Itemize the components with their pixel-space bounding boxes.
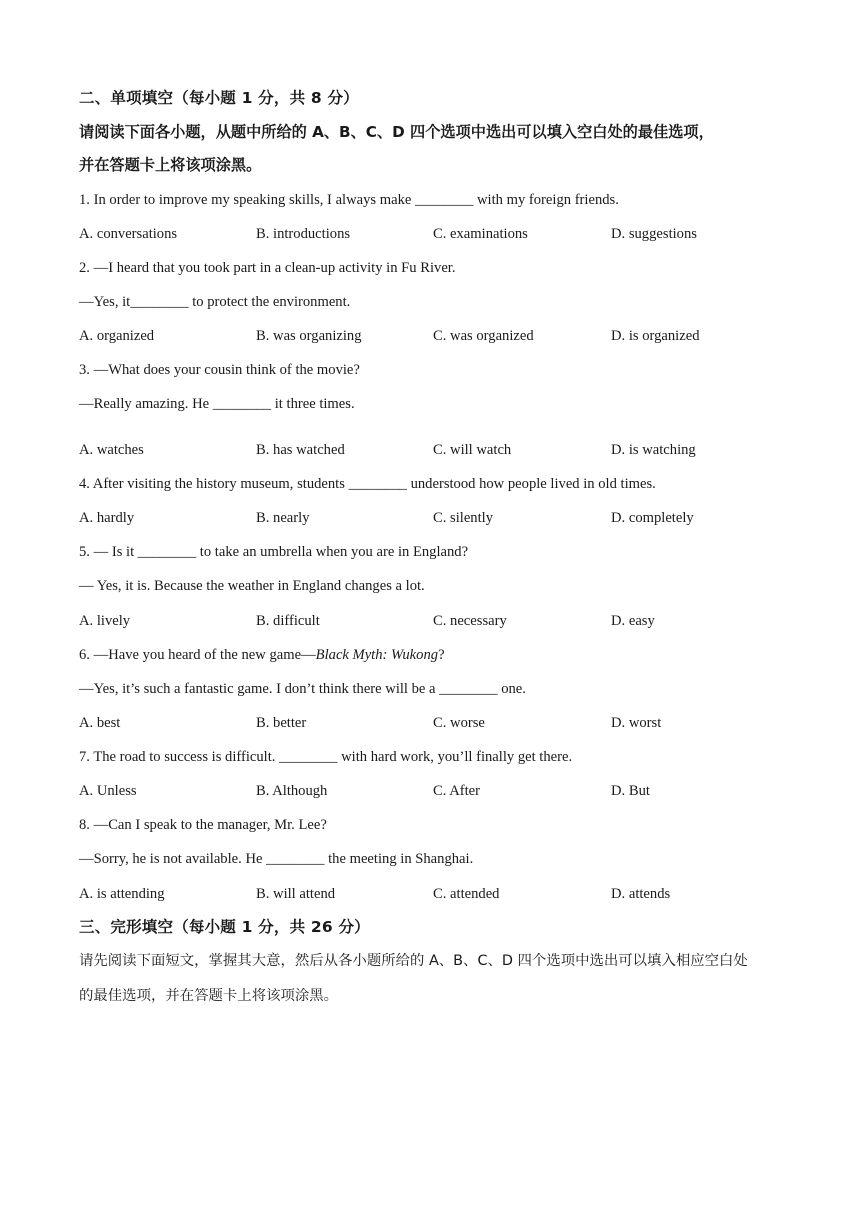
- question-1-option-d: D. suggestions: [611, 226, 697, 242]
- question-3-option-b: B. has watched: [256, 442, 345, 458]
- question-1-option-c: C. examinations: [433, 226, 528, 242]
- question-6-line1-suffix: ?: [438, 647, 445, 663]
- question-2-line1: 2. —I heard that you took part in a clean-up activity in Fu River.: [79, 260, 456, 276]
- section2-instruction-line2: 并在答题卡上将该项涂黑。: [79, 156, 262, 174]
- section3-instruction-line2: 的最佳选项，并在答题卡上将该项涂黑。: [79, 988, 339, 1004]
- question-2-option-d: D. is organized: [611, 328, 700, 344]
- question-8-option-a: A. is attending: [79, 886, 165, 902]
- question-5-option-a: A. lively: [79, 613, 131, 629]
- question-8-line2: —Sorry, he is not available. He ________ the meeting in Shanghai.: [79, 851, 474, 867]
- question-3-option-a: A. watches: [79, 442, 144, 458]
- question-6-option-b: B. better: [256, 715, 307, 731]
- question-3-option-d: D. is watching: [611, 442, 696, 458]
- question-3-line1: 3. —What does your cousin think of the movie?: [79, 362, 360, 378]
- question-5-option-d: D. easy: [611, 613, 655, 629]
- question-6-line1: [79, 645, 445, 665]
- question-4-option-a: A. hardly: [79, 510, 135, 526]
- question-6-option-c: C. worse: [433, 715, 485, 731]
- question-2-line2: —Yes, it________ to protect the environment.: [79, 294, 351, 310]
- question-6-line1-prefix: 6. —Have you heard of the new game—: [79, 647, 316, 663]
- question-8-line1: 8. —Can I speak to the manager, Mr. Lee?: [79, 817, 327, 833]
- question-6-line2: —Yes, it’s such a fantastic game. I don’t think there will be a ________ one.: [79, 681, 526, 697]
- question-4-stem: 4. After visiting the history museum, students ________ understood how people lived in old times.: [79, 476, 656, 492]
- question-8-option-b: B. will attend: [256, 886, 336, 902]
- question-4-option-c: C. silently: [433, 510, 493, 526]
- question-8-option-d: D. attends: [611, 886, 671, 902]
- question-3-line2: —Really amazing. He ________ it three times.: [79, 396, 355, 412]
- question-2-option-c: C. was organized: [433, 328, 534, 344]
- section2-instruction-line1: 请阅读下面各小题，从题中所给的 A、B、C、D 四个选项中选出可以填入空白处的最佳选项，: [79, 123, 714, 141]
- section3-heading: 三、完形填空（每小题 1 分，共 26 分）: [79, 918, 370, 936]
- question-7-option-c: C. After: [433, 783, 481, 799]
- question-7-option-a: A. Unless: [79, 783, 137, 799]
- question-5-line1: 5. — Is it ________ to take an umbrella when you are in England?: [79, 544, 469, 560]
- game-title: Black Myth: Wukong: [315, 647, 439, 663]
- question-7-stem: 7. The road to success is difficult. ________ with hard work, you’ll finally get there.: [79, 749, 573, 765]
- question-2-option-a: A. organized: [79, 328, 155, 344]
- section2-heading: 二、单项填空（每小题 1 分，共 8 分）: [79, 89, 359, 107]
- question-1-option-b: B. introductions: [256, 226, 351, 242]
- section3-instruction-line1: 请先阅读下面短文，掌握其大意，然后从各小题所给的 A、B、C、D 四个选项中选出可以填入相应空白处: [79, 953, 748, 969]
- question-6-option-a: A. best: [79, 715, 121, 731]
- question-3-option-c: C. will watch: [433, 442, 512, 458]
- question-8-option-c: C. attended: [433, 886, 500, 902]
- question-2-option-b: B. was organizing: [256, 328, 362, 344]
- question-4-option-d: D. completely: [611, 510, 694, 526]
- question-4-option-b: B. nearly: [256, 510, 310, 526]
- question-7-option-b: B. Although: [256, 783, 328, 799]
- question-5-option-c: C. necessary: [433, 613, 507, 629]
- question-5-line2: — Yes, it is. Because the weather in England changes a lot.: [79, 578, 425, 594]
- question-5-option-b: B. difficult: [256, 613, 320, 629]
- question-1-option-a: A. conversations: [79, 226, 178, 242]
- question-1-stem: 1. In order to improve my speaking skills, I always make ________ with my foreign friends.: [79, 192, 619, 208]
- question-7-option-d: D. But: [611, 783, 650, 799]
- question-6-option-d: D. worst: [611, 715, 662, 731]
